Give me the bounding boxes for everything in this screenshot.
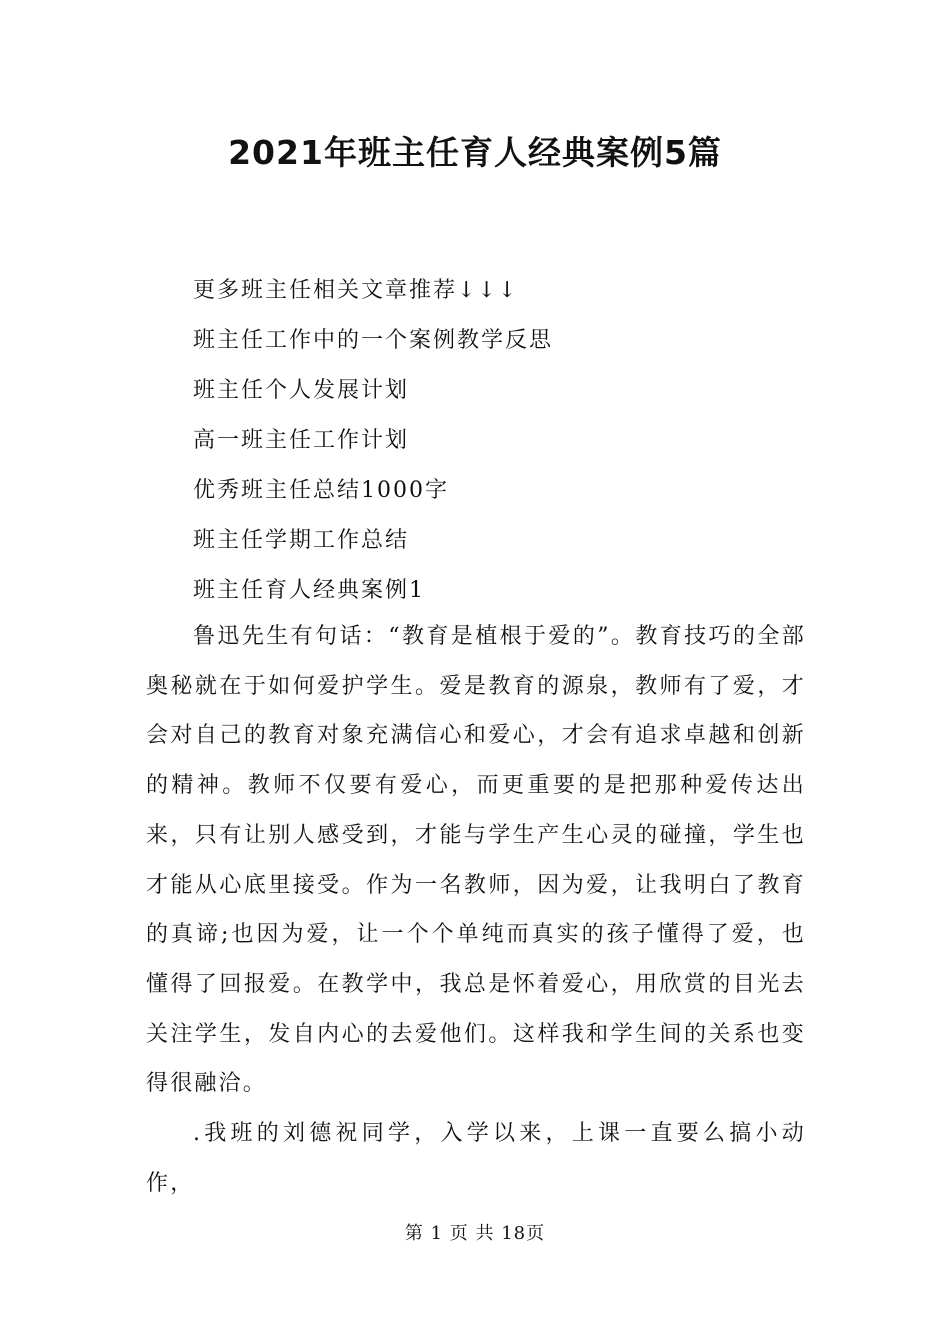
- body-text: [146, 612, 806, 1208]
- related-link[interactable]: 优秀班主任总结1000字: [193, 478, 449, 503]
- page-footer: 第 1 页 共 18页: [404, 1223, 546, 1244]
- related-link[interactable]: 高一班主任工作计划: [193, 428, 410, 453]
- paragraph: 鲁迅先生有句话：“教育是植根于爱的”。教育技巧的全部奥秘就在于如何爱护学生。爱是教育的源泉，教师有了爱，才会对自己的教育对象充满信心和爱心，才会有追求卓越和创新的精神。教师不仅要有爱心，而更重要的是把那种爱传达出来，只有让别人感受到，才能与学生产生心灵的碰撞，学生也才能从心底里接受。作为一名教师，因为爱，让我明白了教育的真谛;也因为爱，让一个个单纯而真实的孩子懂得了爱，也懂得了回报爱。在教学中，我总是怀着爱心，用欣赏的目光去关注学生，发自内心的去爱他们。这样我和学生间的关系也变得很融洽。: [146, 624, 806, 1097]
- section-heading: 班主任育人经典案例1: [193, 578, 425, 603]
- document-title: 2021年班主任育人经典案例5篇: [228, 133, 722, 172]
- related-links-list: [193, 266, 553, 616]
- related-link[interactable]: 班主任学期工作总结: [193, 528, 410, 553]
- related-links-header: 更多班主任相关文章推荐↓↓↓: [193, 278, 519, 303]
- paragraph: .我班的刘德祝同学，入学以来，上课一直要么搞小动作，: [146, 1121, 806, 1196]
- related-link[interactable]: 班主任个人发展计划: [193, 378, 410, 403]
- related-link[interactable]: 班主任工作中的一个案例教学反思: [193, 328, 554, 353]
